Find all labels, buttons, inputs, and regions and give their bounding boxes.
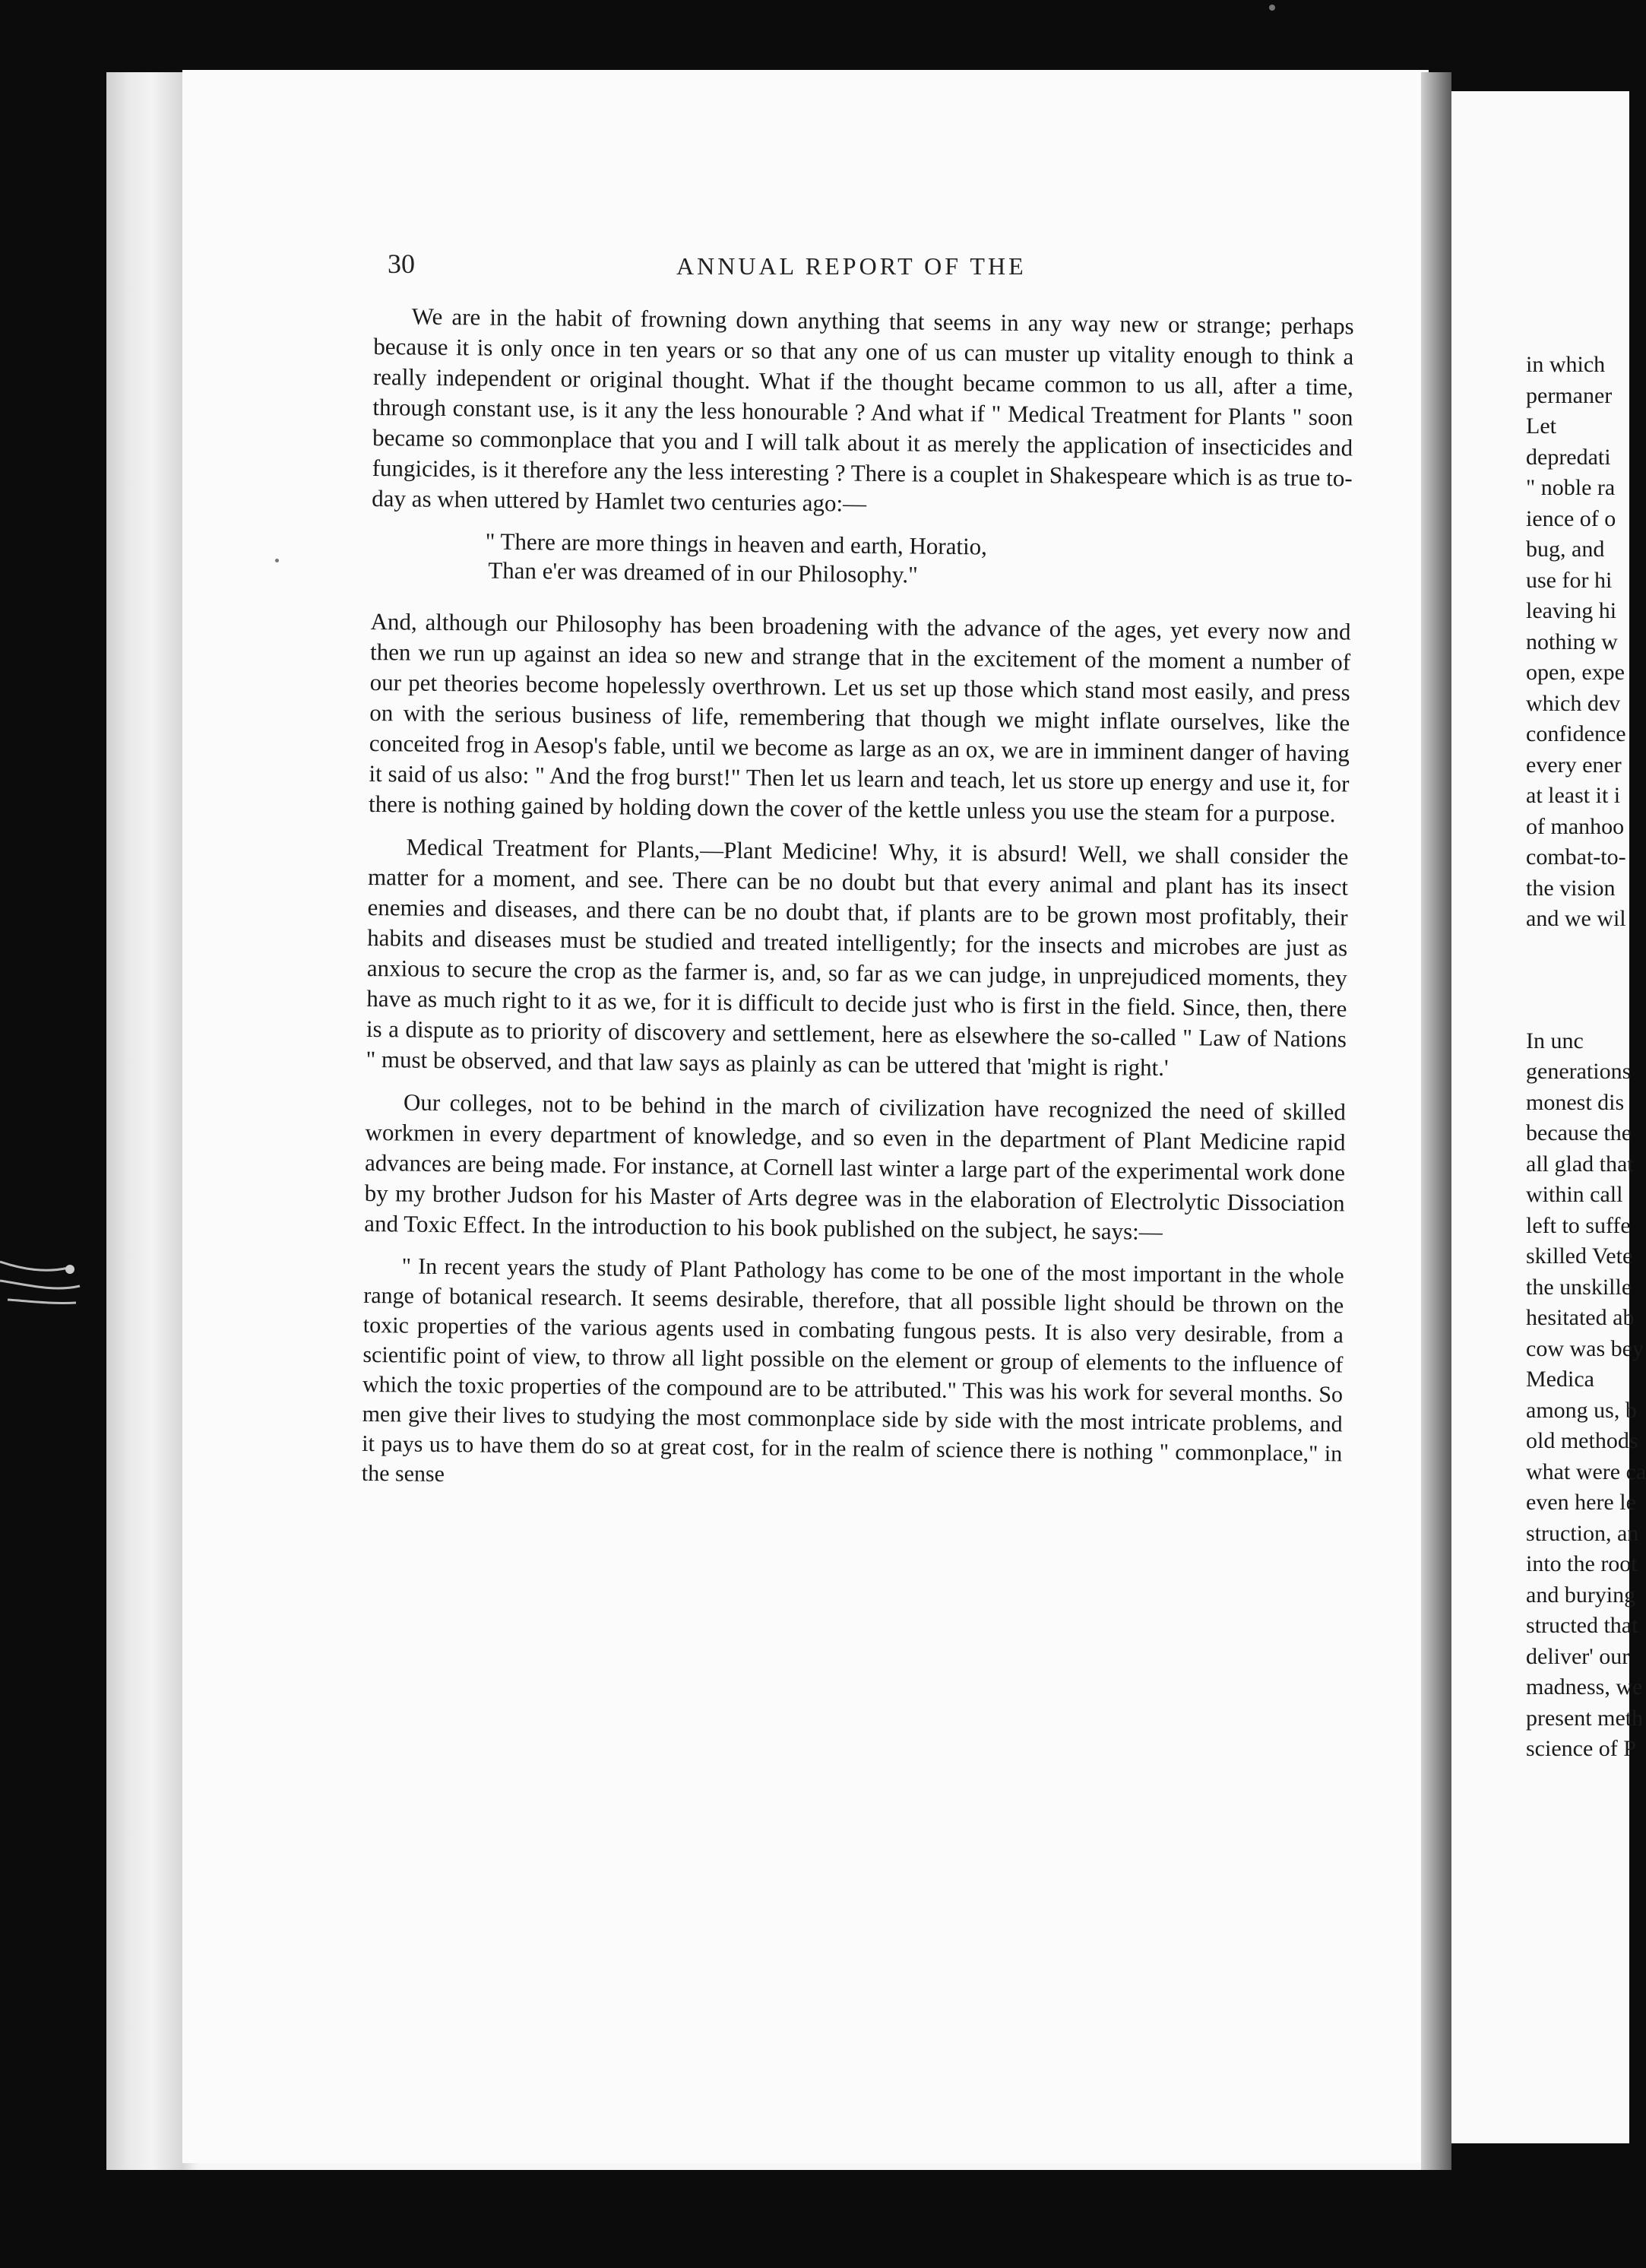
facing-page-line: monest dis [1526,1089,1625,1115]
facing-page-line: which dev [1526,690,1621,716]
facing-page-line: ience of o [1526,505,1616,531]
facing-page-line: In unc [1526,1028,1584,1053]
facing-page-line: struction, an [1526,1520,1639,1546]
facing-page-line: permaner [1526,382,1613,408]
book-edge-marks [0,1246,91,1315]
facing-page-line: skilled Vete [1526,1243,1633,1269]
facing-page-line: deliver' our [1526,1643,1630,1669]
facing-page-lines-a [1526,350,1646,935]
running-head: ANNUAL REPORT OF THE [676,252,1027,280]
page-header [388,248,1375,293]
facing-page-line: and burying [1526,1582,1636,1608]
facing-page-line: within call [1526,1182,1623,1207]
facing-page-line: because the [1526,1120,1632,1145]
facing-page-line: Let [1526,413,1556,439]
facing-page-line: " noble ra [1526,475,1616,500]
facing-page-line: among us, b [1526,1397,1637,1423]
facing-page-text [1526,350,1646,1765]
dust-speck [275,559,279,562]
facing-page-line: the vision [1526,875,1616,901]
facing-page-line: present meth [1526,1705,1644,1731]
facing-page-line: bug, and [1526,537,1605,562]
facing-page-line: left to suffe [1526,1212,1631,1238]
page-body [361,301,1353,1510]
facing-page-line: generations [1526,1059,1632,1084]
facing-page-line: the unskille [1526,1274,1632,1300]
facing-page-line: hesitated ab [1526,1305,1635,1330]
book-gutter [1421,72,1451,2170]
paragraph: We are in the habit of frowning down anything that seems in any way new or strange; perhaps because it is only once in ten years or so that any one of us can muster up vitality enough to think a really independent or original thought. What if the thought became common to us all, after a time, through constant use, is it any the less honourable ? And what if " Medical Treatment for Plants " soon became so commonplace that you and I will talk about it as merely the application of insecticides and fungicides, is it therefore any the less interesting ? There is a couplet in Shakespeare which is as true to-day as when uttered by Hamlet two centuries ago:— [372,303,1354,517]
shakespeare-couplet [485,527,1352,594]
facing-page-line: nothing w [1526,629,1618,654]
paragraph: Medical Treatment for Plants,—Plant Medicine! Why, it is absurd! Well, we shall consider the matter for a moment, and see. There can be no doubt but that every animal and plant has its insect enemies and diseases, and there can be no doubt that, if plants are to be grown most profitably, their habits and diseases must be studied and treated intelligently; for the insects and microbes are just as anxious to secure the crop as the farmer is, and, so far as we can judge, in unprejudiced moments, they have as much right to it as we, for it is difficult to decide just who is first in the field. Since, then, there is a dispute as to priority of discovery and settlement, here as elsewhere the so-called " Law of Nations " must be observed, and that law says as plainly as can be uttered that 'might is right.' [366,833,1349,1082]
facing-page-line: depredati [1526,444,1611,470]
facing-page-line: science of P [1526,1736,1636,1761]
facing-page-line: combat-to- [1526,844,1626,870]
block-quote [362,1251,1344,1498]
paragraph: Our colleges, not to be behind in the march of civilization have recognized the need of skilled workmen in every department of knowledge, and so even in the department of Plant Medicine rapid advances are being made. For instance, at Cornell last winter a large part of the experimental work done by my brother Judson for his Master of Arts degree was in the elaboration of Electrolytic Dissociation and Toxic Effect. In the introduction to his book published on the subject, he says:— [364,1088,1347,1245]
facing-page-line: and we wil [1526,906,1626,931]
page-number: 30 [388,249,415,279]
facing-page-line: use for hi [1526,567,1613,593]
facing-page-line: at least it i [1526,783,1621,808]
facing-page-line: even here le [1526,1490,1636,1515]
facing-page-line: cow was bey [1526,1335,1644,1361]
facing-page-line: every ener [1526,752,1622,778]
verse-line: Than e'er was dreamed of in our Philosophy." [488,556,918,588]
facing-page-line: leaving hi [1526,598,1617,623]
facing-page-lines-b [1526,1026,1646,1765]
facing-page-line: in which [1526,352,1606,377]
facing-page-line: Medica [1526,1367,1594,1392]
facing-page-line: confidence [1526,721,1626,746]
facing-page-line: into the root [1526,1551,1638,1576]
facing-page [1451,91,1646,2143]
dust-speck [1269,5,1275,11]
facing-page-line: of manhoo [1526,813,1625,839]
facing-page-line: all glad that [1526,1151,1634,1177]
paragraph: And, although our Philosophy has been broadening with the advance of the ages, yet every now and then we run up against an idea so new and strange that in the excitement of the moment a number of our pet theories become hopelessly overthrown. Let us set up those which stand most easily, and press on with the serious business of life, remembering that though we might inflate ourselves, like the conceited frog in Aesop's fable, until we become as large as an ox, we are in imminent danger of having it said of us also: " And the frog burst!" Then let us learn and teach, let us store up energy and use it, for there is nothing gained by holding down the cover of the kettle unless you use the steam for a purpose. [368,607,1351,828]
verse-line: " There are more things in heaven and earth, Horatio, [485,527,988,560]
facing-page-line: what were ca [1526,1459,1646,1484]
facing-page-line: structed that [1526,1613,1638,1638]
facing-page-line: open, expe [1526,660,1625,685]
facing-page-line: madness, we [1526,1674,1643,1699]
facing-page-line: old methods [1526,1428,1638,1453]
paragraph: " In recent years the study of Plant Pathology has come to be one of the most important in the whole range of botanical research. It seems desirable, therefore, that all possible light should be thrown on the toxic properties of the various agents used in combating fungous pests. It is also very desirable, from a scientific point of view, to throw all light possible on the element or group of elements to the influence of which the toxic properties of the compound are to be attributed." This was his work for several months. So men give their lives to studying the most commonplace side by side with the most intricate problems, and it pays us to have them do so at great cost, for in the realm of science there is nothing " commonplace," in the sense [361,1253,1344,1487]
